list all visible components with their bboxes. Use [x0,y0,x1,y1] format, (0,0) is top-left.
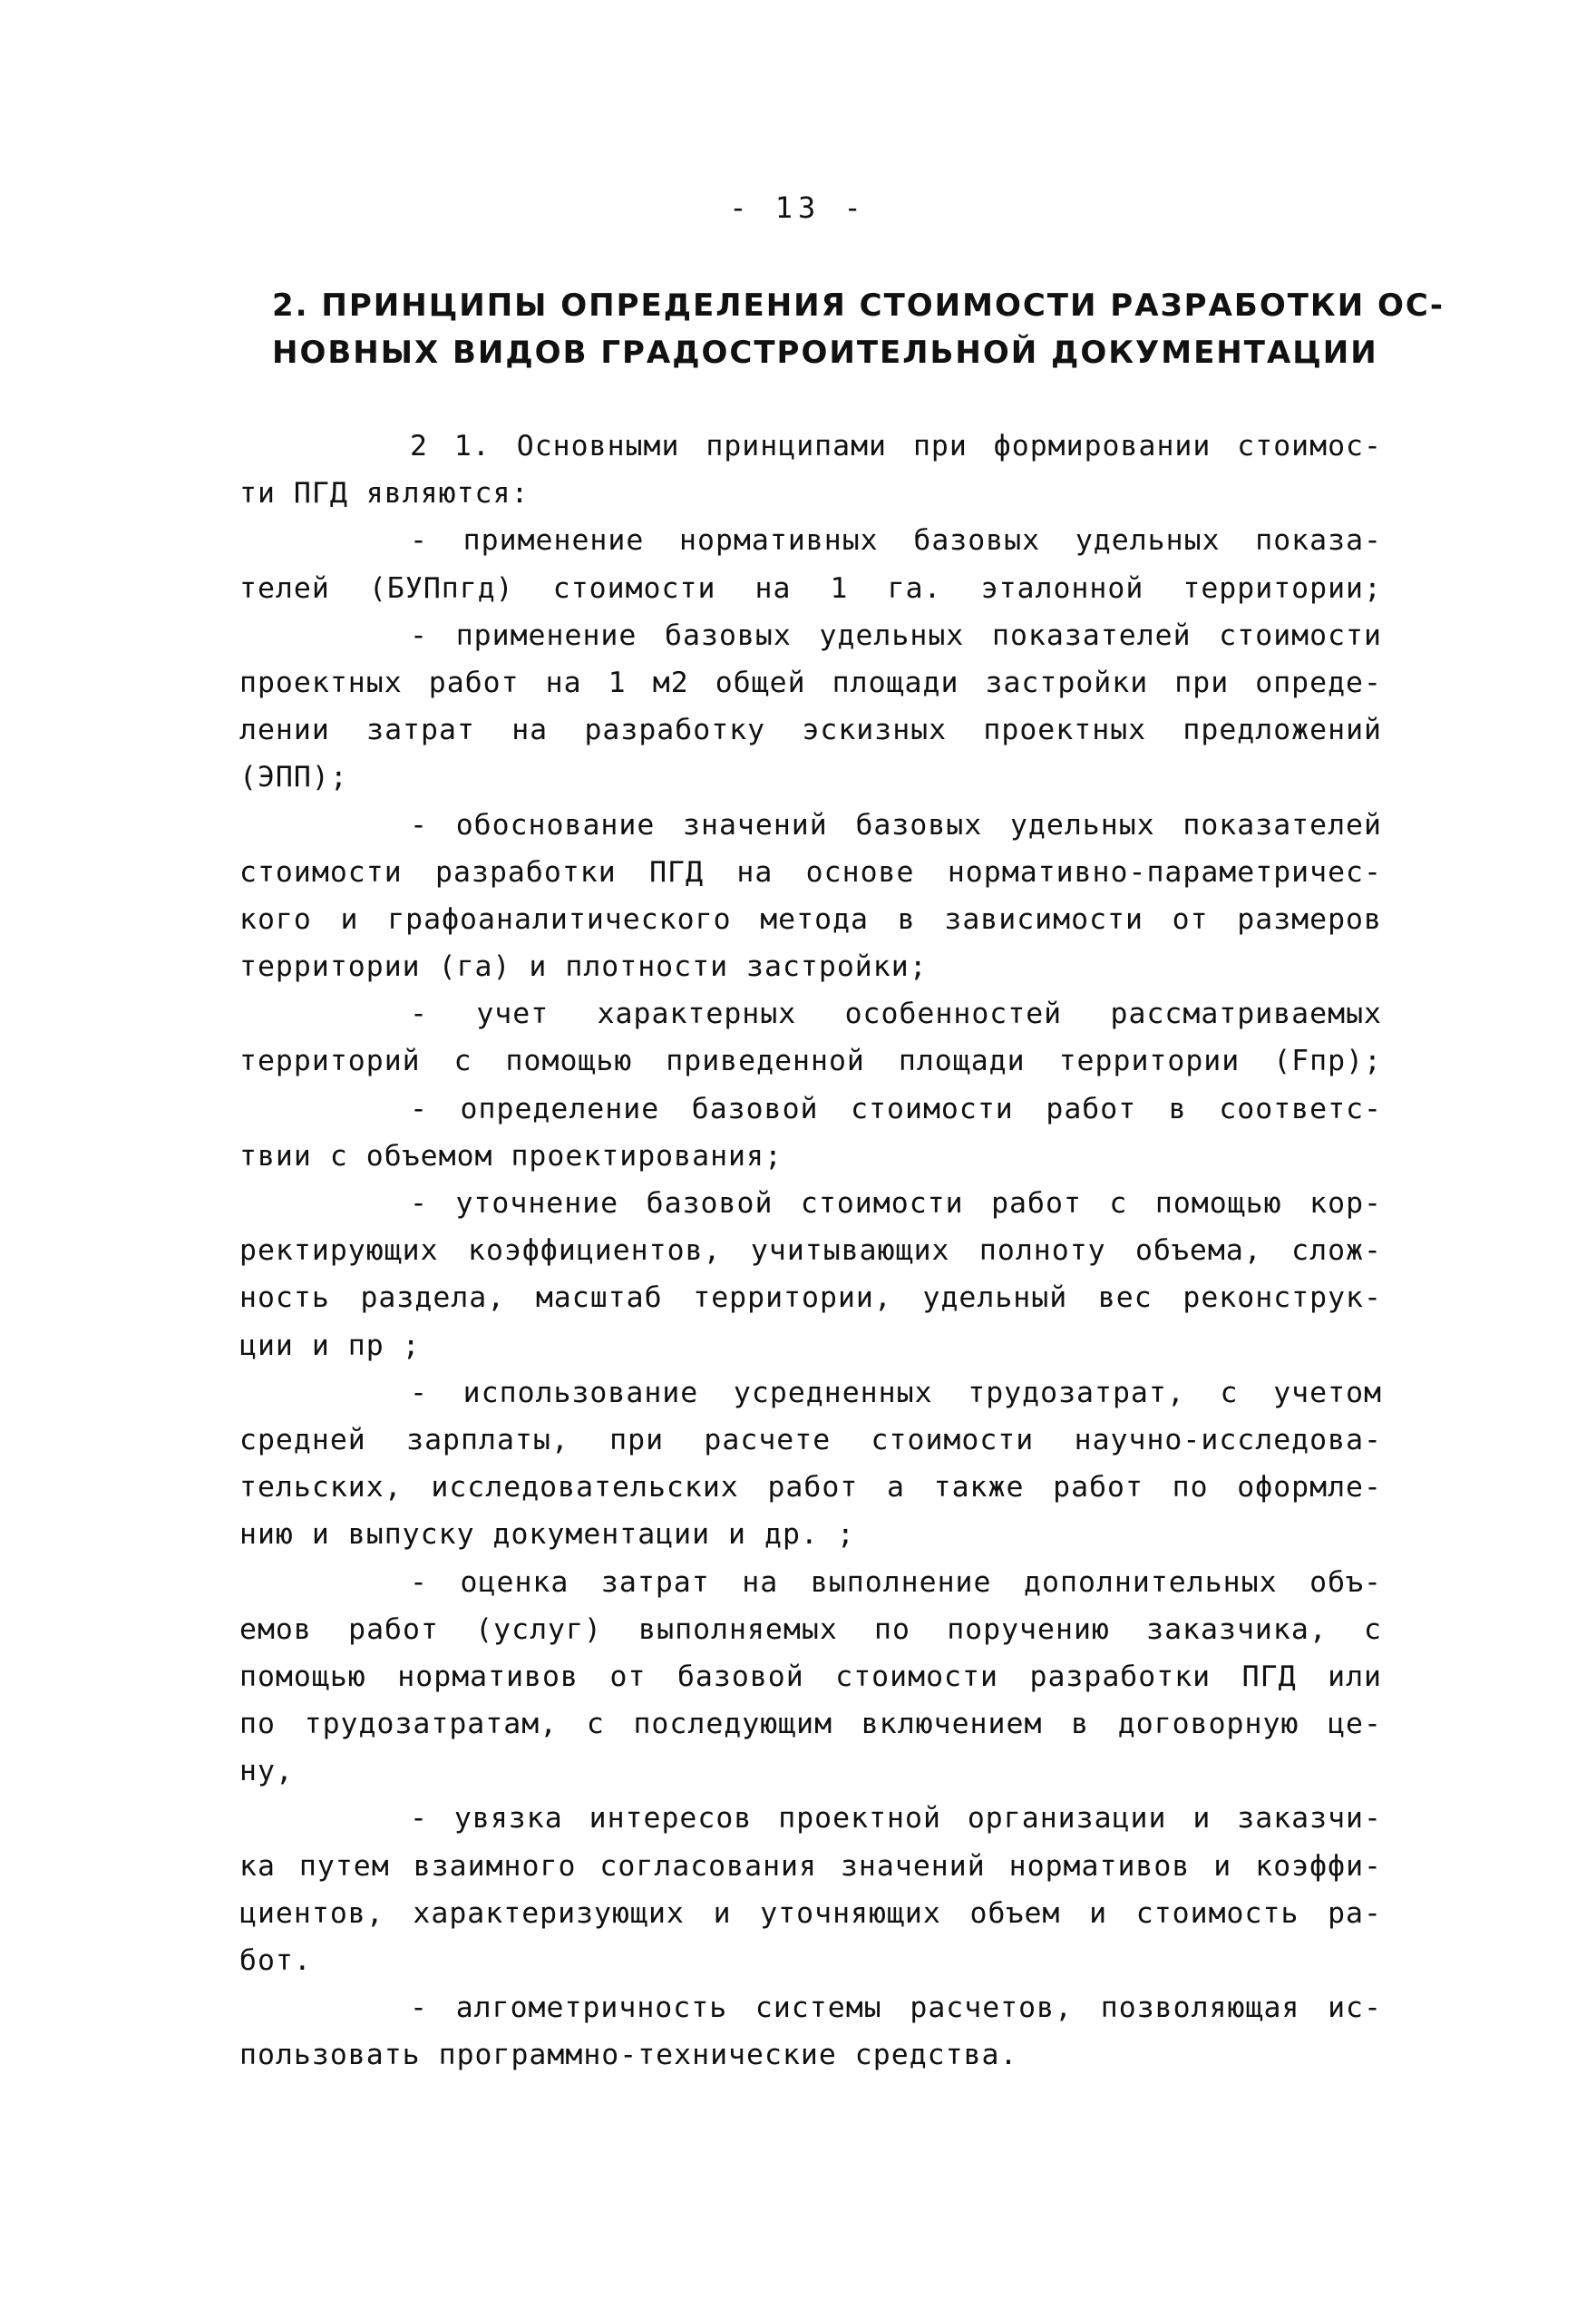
paragraph-line: - оценка затрат на выполнение дополнительных объ- [410,1565,1382,1599]
paragraph-line: территории (га) и плотности застройки; [239,950,928,984]
heading-line: НОВНЫХ ВИДОВ ГРАДОСТРОИТЕЛЬНОЙ ДОКУМЕНТАЦИИ [272,335,1378,372]
paragraph-line: 2 1. Основными принципами при формировании стоимос- [410,430,1382,463]
paragraph-line: ции и пр ; [239,1329,421,1362]
paragraph-line: проектных работ на 1 м2 общей площади застройки при опреде- [239,666,1382,699]
paragraph-line: стоимости разработки ПГД на основе нормативно-параметричес- [239,855,1382,889]
paragraph-line: - применение базовых удельных показателей стоимости [410,618,1382,652]
paragraph-line: - алгометричность системы расчетов, позволяющая ис- [410,1992,1382,2025]
paragraph-line: - уточнение базовой стоимости работ с помощью кор- [410,1187,1382,1220]
paragraph-line: телей (БУПпгд) стоимости на 1 га. эталонной территории; [239,571,1382,605]
body-text [239,423,1382,2079]
paragraph-line: - определение базовой стоимости работ в соответс- [410,1092,1382,1125]
heading-line: 2. ПРИНЦИПЫ ОПРЕДЕЛЕНИЯ СТОИМОСТИ РАЗРАБОТКИ ОС- [272,287,1445,324]
section-heading [272,281,1445,375]
paragraph-line: емов работ (услуг) выполняемых по поручению заказчика, с [239,1612,1382,1646]
paragraph-line: - увязка интересов проектной организации и заказчи- [410,1802,1382,1836]
paragraph-line: твии с объемом проектирования; [239,1139,783,1173]
paragraph-line: ректирующих коэффициентов, учитывающих полноту объема, слож- [239,1234,1382,1268]
paragraph-line: лении затрат на разработку эскизных проектных предложений [239,714,1382,747]
paragraph-line: тельских, исследовательских работ а также работ по оформле- [239,1471,1382,1505]
paragraph-line: ность раздела, масштаб территории, удельный вес реконструк- [239,1281,1382,1315]
paragraph-line: пользовать программно-технические средства. [239,2039,1018,2072]
paragraph-line: нию и выпуску документации и др. ; [239,1518,855,1552]
paragraph-line: циентов, характеризующих и уточняющих объем и стоимость ра- [239,1896,1382,1930]
paragraph-line: (ЭПП); [239,761,348,794]
paragraph-line: ти ПГД являются: [239,477,530,511]
paragraph-line: кого и графоаналитического метода в зависимости от размеров [239,902,1382,936]
paragraph-line: бот. [239,1944,312,1977]
page-number: - 13 - [729,190,867,225]
paragraph-line: - применение нормативных базовых удельных показа- [410,524,1382,558]
paragraph-line: по трудозатратам, с последующим включением в договорную це- [239,1708,1382,1741]
paragraph-line: территорий с помощью приведенной площади территории (Fпр); [239,1045,1382,1078]
paragraph-line: - учет характерных особенностей рассматриваемых [410,998,1382,1031]
paragraph-line: ка путем взаимного согласования значений нормативов и коэффи- [239,1849,1382,1883]
paragraph-line: помощью нормативов от базовой стоимости разработки ПГД или [239,1660,1382,1693]
paragraph-line: ну, [239,1755,294,1788]
paragraph-line: - обоснование значений базовых удельных показателей [410,808,1382,842]
paragraph-line: - использование усредненных трудозатрат, с учетом [410,1376,1382,1409]
paragraph-line: средней зарплаты, при расчете стоимости научно-исследова- [239,1423,1382,1456]
